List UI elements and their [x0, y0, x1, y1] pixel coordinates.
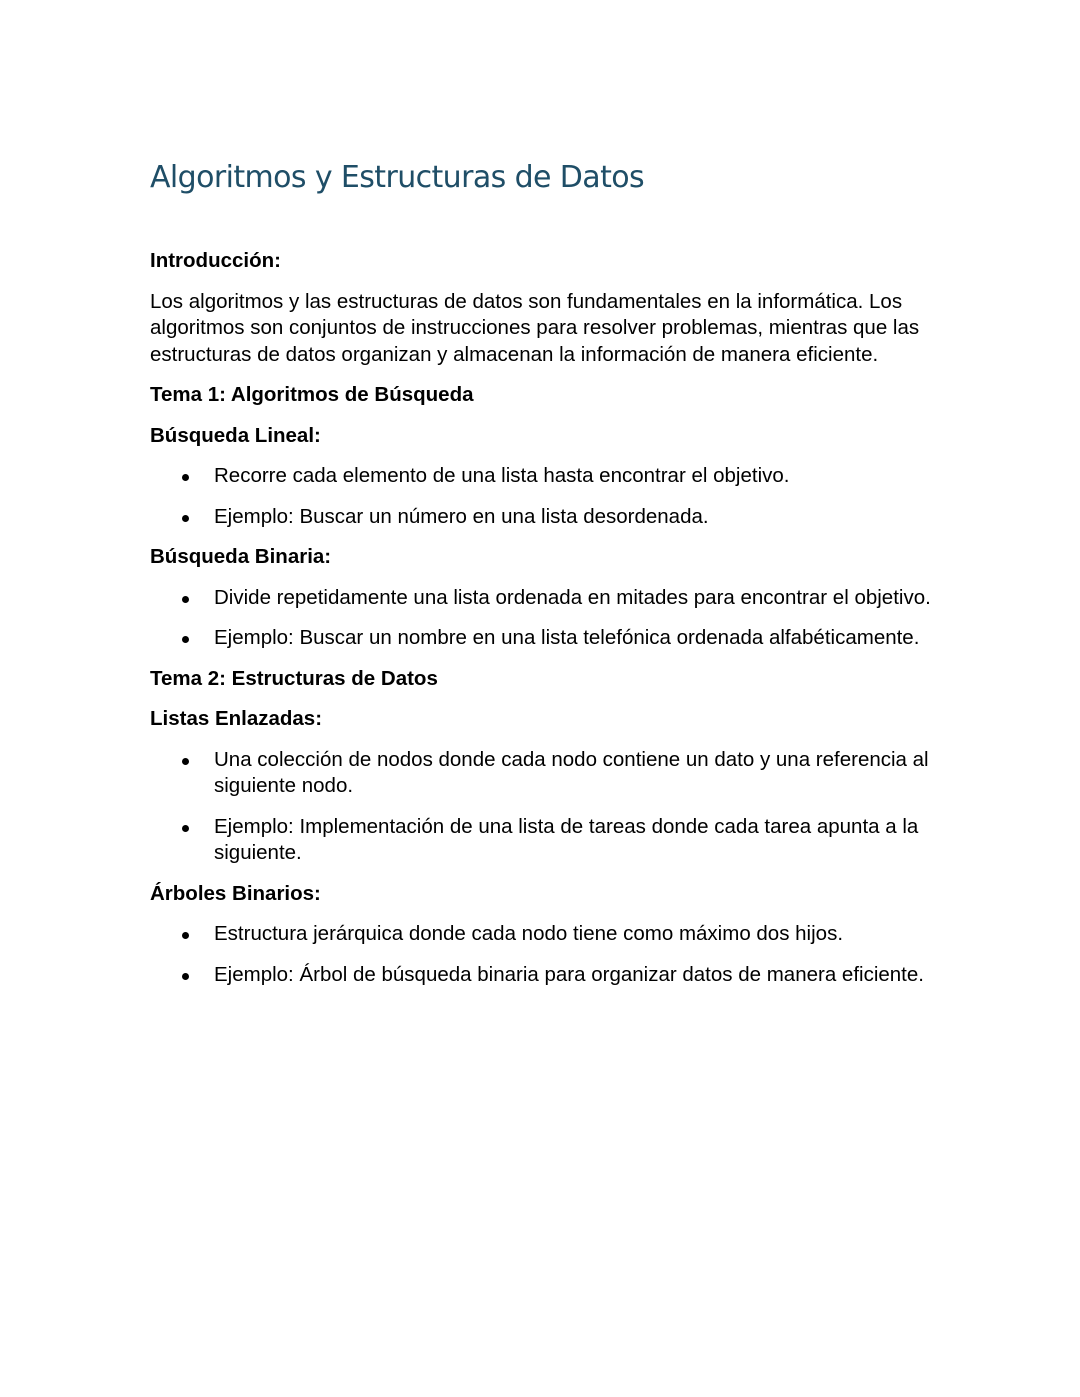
- list-item: [150, 504, 940, 531]
- list-item: [150, 962, 940, 989]
- bullet-icon: [182, 636, 189, 643]
- list-item: [150, 585, 940, 612]
- list-item: [150, 625, 940, 652]
- binary-trees-heading: Árboles Binarios:: [150, 881, 321, 905]
- list-item-text: Ejemplo: Árbol de búsqueda binaria para organizar datos de manera eficiente.: [214, 962, 924, 986]
- linear-search-heading: Búsqueda Lineal:: [150, 423, 321, 447]
- list-item: [150, 814, 940, 867]
- list-item-text: Recorre cada elemento de una lista hasta encontrar el objetivo.: [214, 464, 790, 487]
- document-title: Algoritmos y Estructuras de Datos: [150, 160, 645, 195]
- bullet-icon: [182, 596, 189, 603]
- linked-lists-heading: Listas Enlazadas:: [150, 707, 323, 730]
- intro-paragraph: Los algoritmos y las estructuras de datos son fundamentales en la informática. Los algoritmos son conjuntos de instrucciones para resolver problemas, mientras que las estructuras de datos organizan y almacenan la información de manera eficiente.: [150, 289, 920, 366]
- topic2-heading: Tema 2: Estructuras de Datos: [150, 666, 438, 690]
- bullet-icon: [182, 474, 189, 481]
- binary-trees-list: [150, 921, 940, 988]
- list-item-text: Ejemplo: Buscar un número en una lista desordenada.: [214, 504, 709, 528]
- list-item: [150, 921, 940, 948]
- list-item: [150, 463, 940, 490]
- bullet-icon: [182, 973, 189, 980]
- linked-lists-list: [150, 747, 940, 867]
- list-item-text: Una colección de nodos donde cada nodo contiene un dato y una referencia al siguiente nodo.: [214, 747, 929, 797]
- list-item-text: Ejemplo: Buscar un nombre en una lista telefónica ordenada alfabéticamente.: [214, 626, 920, 649]
- list-item-text: Divide repetidamente una lista ordenada en mitades para encontrar el objetivo.: [214, 585, 931, 609]
- list-item: [150, 747, 940, 800]
- binary-search-list: [150, 585, 940, 652]
- bullet-icon: [182, 758, 189, 765]
- document-body: [150, 248, 940, 1002]
- topic1-heading: Tema 1: Algoritmos de Búsqueda: [150, 383, 474, 406]
- linear-search-list: [150, 463, 940, 530]
- list-item-text: Estructura jerárquica donde cada nodo tiene como máximo dos hijos.: [214, 922, 844, 945]
- bullet-icon: [182, 515, 189, 522]
- binary-search-heading: Búsqueda Binaria:: [150, 545, 332, 568]
- bullet-icon: [182, 825, 189, 832]
- list-item-text: Ejemplo: Implementación de una lista de tareas donde cada tarea apunta a la siguiente.: [214, 814, 919, 864]
- intro-heading: Introducción:: [150, 249, 281, 272]
- bullet-icon: [182, 932, 189, 939]
